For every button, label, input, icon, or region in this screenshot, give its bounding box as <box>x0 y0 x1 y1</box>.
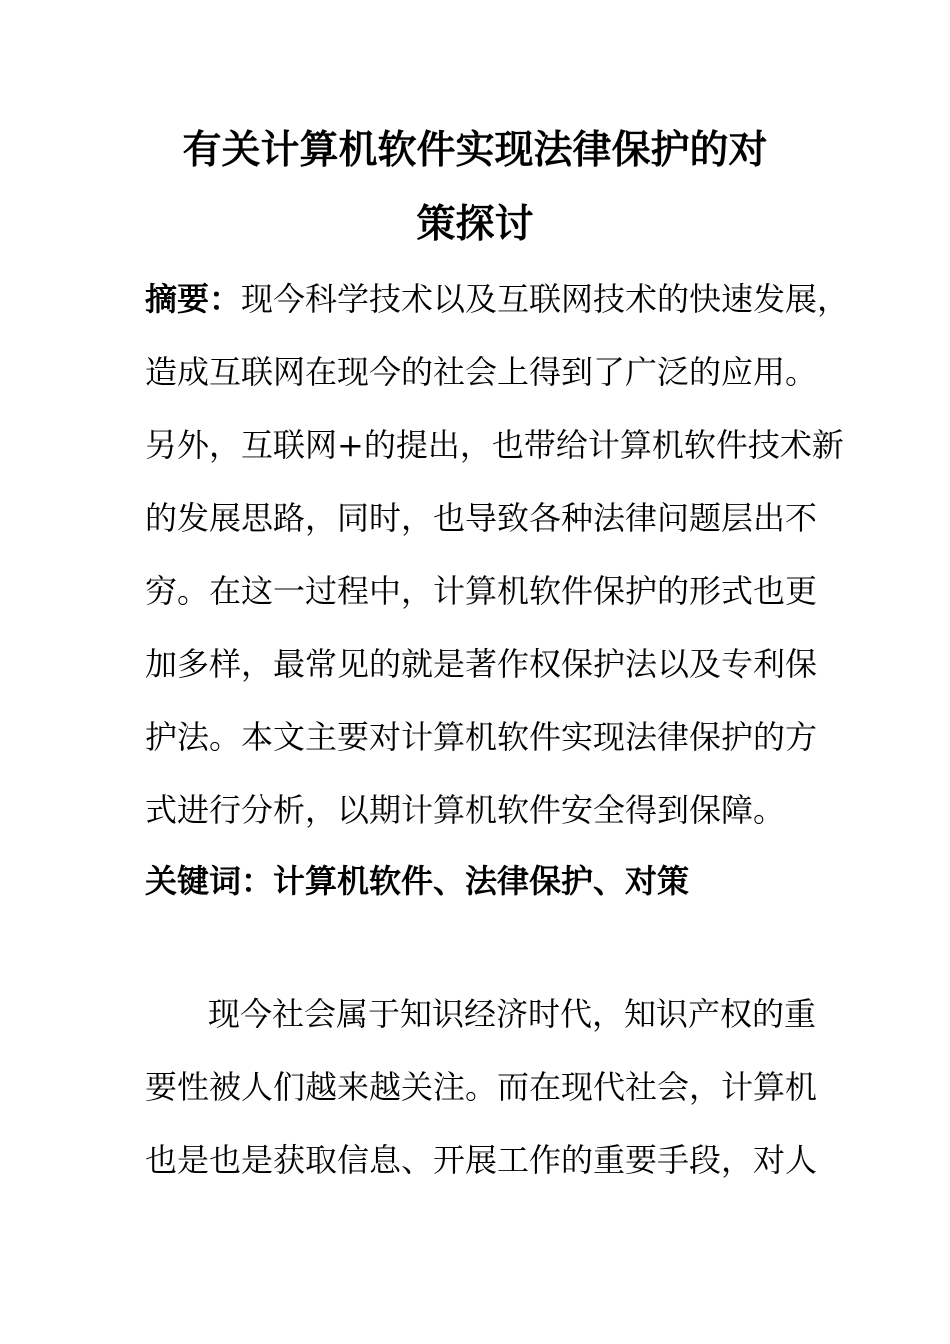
abstract-line-8: 式进行分析，以期计算机软件安全得到保障。 <box>145 791 786 829</box>
body-line-2: 要性被人们越来越关注。而在现代社会，计算机 <box>145 1068 818 1106</box>
keywords-label: 关键词： <box>145 862 274 900</box>
abstract-line-6: 加多样，最常见的就是著作权保护法以及专利保 <box>145 645 818 683</box>
document-title-line-2: 策探讨 <box>416 202 534 247</box>
body-line-3: 也是也是获取信息、开展工作的重要手段，对人 <box>145 1141 818 1179</box>
keywords-line <box>145 861 815 901</box>
abstract-line-3: 另外，互联网+的提出，也带给计算机软件技术新 <box>145 426 844 464</box>
abstract-text: 现今科学技术以及互联网技术的快速发展， <box>241 280 850 318</box>
document-title-line-1: 有关计算机软件实现法律保护的对 <box>182 128 768 173</box>
abstract-line-7: 护法。本文主要对计算机软件实现法律保护的方 <box>145 718 818 756</box>
abstract-line-1 <box>145 279 850 319</box>
abstract-line-5: 穷。在这一过程中，计算机软件保护的形式也更 <box>145 572 818 610</box>
abstract-line-4: 的发展思路，同时，也导致各种法律问题层出不 <box>145 499 818 537</box>
abstract-label: 摘要： <box>145 280 242 318</box>
body-line-1: 现今社会属于知识经济时代，知识产权的重 <box>208 995 817 1033</box>
keywords-text: 计算机软件、法律保护、对策 <box>273 862 690 900</box>
abstract-line-2: 造成互联网在现今的社会上得到了广泛的应用。 <box>145 353 818 391</box>
